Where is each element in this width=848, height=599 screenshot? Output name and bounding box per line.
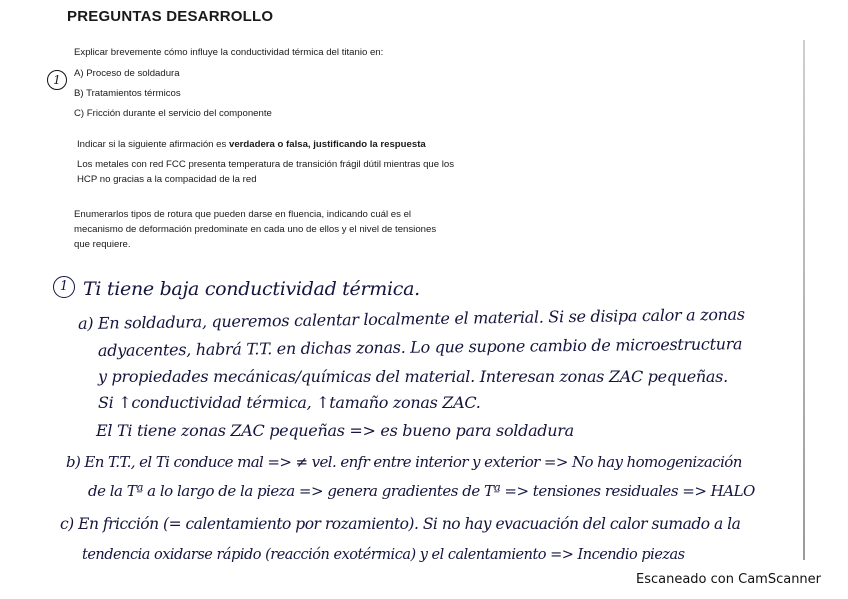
question-1-item-a: A) Proceso de soldadura (74, 68, 180, 79)
answer-line-3: adyacentes, habrá T.T. en dichas zonas. Lo que supone cambio de microestructura (97, 334, 743, 360)
question-3-line-1: Enumerarlos tipos de rotura que pueden darse en fluencia, indicando cuál es el (74, 209, 412, 220)
page-edge-shadow (803, 40, 805, 560)
question-2-prompt-bold: verdadera o falsa, justificando la respuesta (228, 139, 426, 150)
question-3-line-3: que requiere. (74, 239, 131, 250)
question-2-statement-line-1: Los metales con red FCC presenta temperatura de transición frágil dútil mientras que los (77, 159, 455, 170)
question-1-prompt: Explicar brevemente cómo influye la conductividad térmica del titanio en: (74, 47, 384, 58)
answer-line-5: Si ↑conductividad térmica, ↑tamaño zonas ZAC. (98, 393, 481, 412)
answer-1-marker: 1 (53, 276, 75, 298)
camscanner-watermark: Escaneado con CamScanner (636, 572, 822, 587)
answer-line-10: tendencia oxidarse rápido (reacción exotérmica) y el calentamiento => Incendio piezas (82, 547, 685, 563)
question-1-marker: 1 (47, 70, 67, 90)
question-1-item-b: B) Tratamientos térmicos (74, 88, 181, 99)
question-2-prompt (77, 138, 426, 152)
question-1-item-c: C) Fricción durante el servicio del componente (74, 108, 272, 119)
question-2-prompt-start: Indicar si la siguiente afirmación es (77, 139, 229, 150)
answer-line-9: c) En fricción (= calentamiento por rozamiento). Si no hay evacuación del calor sumado a la (60, 515, 741, 533)
answer-line-4: y propiedades mecánicas/químicas del material. Interesan zonas ZAC pequeñas. (98, 367, 728, 386)
answer-line-8: de la Tª a lo largo de la pieza => genera gradientes de Tª => tensiones residuales => HALO (88, 482, 755, 500)
answer-line-7: b) En T.T., el Ti conduce mal => ≠ vel. enfr entre interior y exterior => No hay homogenización (66, 453, 742, 471)
page-title: PREGUNTAS DESARROLLO (67, 8, 274, 25)
answer-line-2: a) En soldadura, queremos calentar localmente el material. Si se disipa calor a zonas (77, 304, 745, 333)
question-2-statement-line-2: HCP no gracias a la compacidad de la red (77, 174, 257, 185)
answer-line-6: El Ti tiene zonas ZAC pequeñas => es bueno para soldadura (96, 421, 574, 440)
question-3-line-2: mecanismo de deformación predominate en cada uno de ellos y el nivel de tensiones (74, 224, 437, 235)
answer-line-1: Ti tiene baja conductividad térmica. (83, 278, 420, 300)
